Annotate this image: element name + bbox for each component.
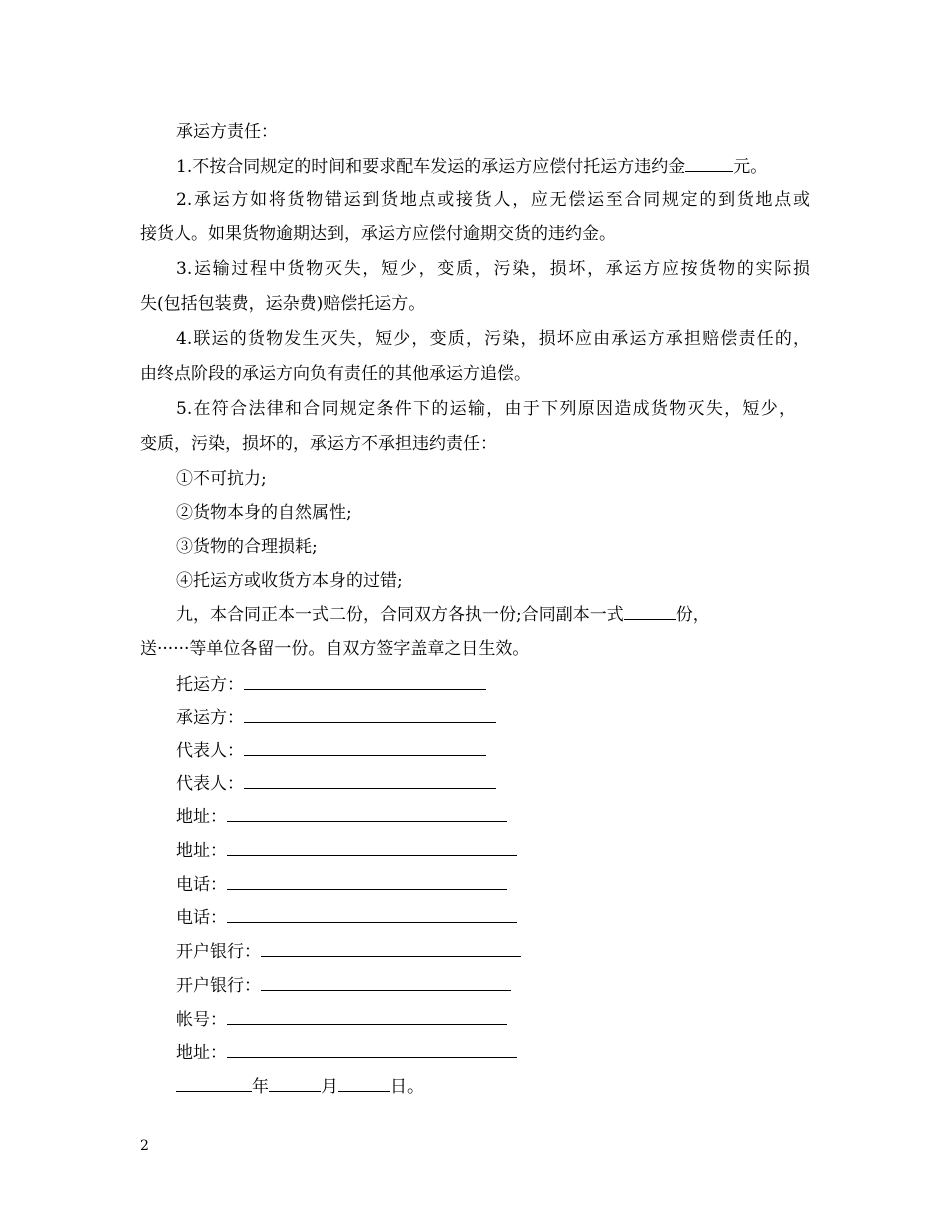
clause-2-line-2: 接货人。如果货物逾期达到，承运方应偿付逾期交货的违约金。 <box>140 224 616 244</box>
field-label: 地址： <box>176 841 227 861</box>
clause-5-line-2: 变质，污染，损坏的，承运方不承担违约责任： <box>140 434 497 454</box>
day-blank <box>338 1074 390 1092</box>
signature-field-address <box>176 804 507 829</box>
clause-4-line-1: 4.联运的货物发生灭失，短少，变质，污染，损坏应由承运方承担赔偿责任的， <box>176 329 810 349</box>
clause-9-line-1 <box>176 602 710 627</box>
signature-field-account <box>176 1007 507 1032</box>
year-blank <box>176 1074 252 1092</box>
clause-9-line-2: 送······等单位各留一份。自双方签字盖章之日生效。 <box>140 639 530 659</box>
field-blank <box>227 1040 517 1058</box>
field-blank <box>227 1007 507 1025</box>
signature-field-shipper <box>176 672 486 697</box>
field-label: 代表人： <box>176 774 244 794</box>
clause-3-line-2: 失(包括包装费，运杂费)赔偿托运方。 <box>140 294 426 314</box>
clause-9-text: 九，本合同正本一式二份，合同双方各执一份;合同副本一式 <box>176 605 624 625</box>
signature-field-address <box>176 838 517 863</box>
day-label: 日。 <box>390 1077 424 1097</box>
month-label: 月 <box>321 1077 338 1097</box>
field-label: 托运方： <box>176 675 244 695</box>
signature-field-phone <box>176 872 507 897</box>
field-blank <box>227 804 507 822</box>
copies-blank <box>624 602 676 620</box>
exemption-item: ①不可抗力; <box>176 469 267 489</box>
field-label: 电话： <box>176 875 227 895</box>
field-label: 帐号： <box>176 1010 227 1030</box>
exemption-item: ③货物的合理损耗; <box>176 537 318 557</box>
year-label: 年 <box>252 1077 269 1097</box>
clause-4-line-2: 由终点阶段的承运方向负有责任的其他承运方追偿。 <box>140 364 531 384</box>
page-number: 2 <box>140 1138 149 1154</box>
exemption-item: ④托运方或收货方本身的过错; <box>176 571 403 591</box>
signature-field-representative <box>176 771 496 796</box>
field-blank <box>227 905 517 923</box>
clause-9-end: 份， <box>675 605 710 625</box>
field-label: 代表人： <box>176 741 244 761</box>
field-label: 地址： <box>176 1043 227 1063</box>
exemption-item: ②货物本身的自然属性; <box>176 503 352 523</box>
signature-field-phone <box>176 905 517 930</box>
field-blank <box>244 672 486 690</box>
field-blank <box>227 838 517 856</box>
clause-1-end: 元。 <box>733 157 768 177</box>
signature-field-bank <box>176 973 511 998</box>
field-label: 承运方： <box>176 708 244 728</box>
clause-3-line-1: 3.运输过程中货物灭失，短少，变质，污染，损坏，承运方应按货物的实际损 <box>176 259 810 279</box>
field-label: 开户银行： <box>176 976 261 996</box>
field-blank <box>261 973 511 991</box>
clause-5-line-1: 5.在符合法律和合同规定条件下的运输，由于下列原因造成货物灭失，短少， <box>176 399 796 419</box>
signature-field-representative <box>176 738 486 763</box>
month-blank <box>269 1074 321 1092</box>
signature-field-address <box>176 1040 517 1065</box>
clause-1-text: 1.不按合同规定的时间和要求配车发运的承运方应偿付托运方违约金 <box>176 157 686 177</box>
field-blank <box>227 872 507 890</box>
clause-1 <box>176 154 767 179</box>
section-heading: 承运方责任： <box>176 122 278 142</box>
field-label: 地址： <box>176 807 227 827</box>
penalty-blank <box>685 154 733 172</box>
field-blank <box>244 705 496 723</box>
field-blank <box>244 771 496 789</box>
date-line <box>176 1074 424 1099</box>
field-blank <box>261 939 521 957</box>
field-blank <box>244 738 486 756</box>
field-label: 开户银行： <box>176 942 261 962</box>
clause-2-line-1: 2.承运方如将货物错运到货地点或接货人，应无偿运至合同规定的到货地点或 <box>176 190 810 210</box>
field-label: 电话： <box>176 908 227 928</box>
signature-field-carrier <box>176 705 496 730</box>
signature-field-bank <box>176 939 521 964</box>
